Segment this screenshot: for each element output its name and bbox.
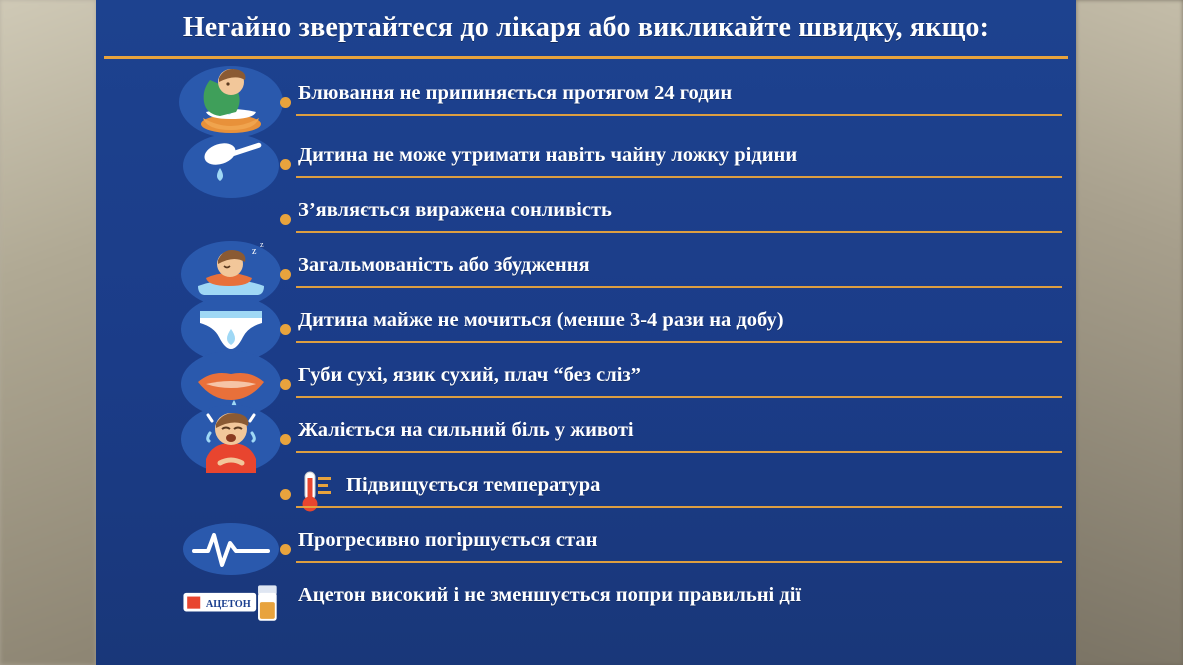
title-underline — [104, 56, 1068, 59]
list-item-underline — [296, 396, 1062, 398]
bullet-dot — [280, 214, 291, 225]
svg-text:АЦЕТОН: АЦЕТОН — [205, 598, 251, 610]
list-item-label: Загальмованість або збудження — [298, 254, 590, 276]
list-item-label: Прогресивно погіршується стан — [298, 529, 598, 551]
list-item-label: Блювання не припиняється протягом 24 годин — [298, 82, 733, 104]
svg-text:z: z — [252, 246, 257, 257]
list-item-underline — [296, 231, 1062, 233]
list-item-underline — [296, 561, 1062, 563]
symptom-list — [96, 68, 1076, 665]
acetone-test-strip-icon — [176, 564, 286, 644]
bullet-dot — [280, 324, 291, 335]
list-item-underline — [296, 506, 1062, 508]
list-item — [96, 576, 1076, 632]
list-item-label: З’являється виражена сонливість — [298, 199, 612, 221]
bullet-dot — [280, 269, 291, 280]
list-item-underline — [296, 114, 1062, 116]
bullet-dot — [280, 489, 291, 500]
list-item-underline — [296, 286, 1062, 288]
page-title: Негайно звертайтеся до лікаря або викликайте швидку, якщо: — [182, 12, 990, 43]
list-item-label: Підвищується температура — [346, 474, 601, 496]
list-item-label: Губи сухі, язик сухий, плач “без сліз” — [298, 364, 641, 386]
svg-text:z: z — [260, 240, 264, 249]
list-item-underline — [296, 176, 1062, 178]
background-left-blur — [0, 0, 96, 665]
list-item-label: Дитина майже не мочиться (менше 3-4 рази на добу) — [298, 309, 784, 331]
list-item-label: Дитина не може утримати навіть чайну ложку рідини — [298, 144, 798, 166]
bullet-dot — [280, 159, 291, 170]
list-item-underline — [296, 451, 1062, 453]
list-item-label: Жаліється на сильний біль у животі — [298, 419, 634, 441]
background-right-blur — [1076, 0, 1183, 665]
infographic-slide — [96, 0, 1076, 665]
list-item — [96, 74, 1076, 130]
bullet-dot — [280, 544, 291, 555]
list-item — [96, 411, 1076, 467]
list-item-label: Ацетон високий і не зменшується попри правильні дії — [298, 584, 802, 606]
list-item-underline — [296, 341, 1062, 343]
bullet-dot — [280, 97, 291, 108]
bullet-dot — [280, 379, 291, 390]
bullet-dot — [280, 434, 291, 445]
